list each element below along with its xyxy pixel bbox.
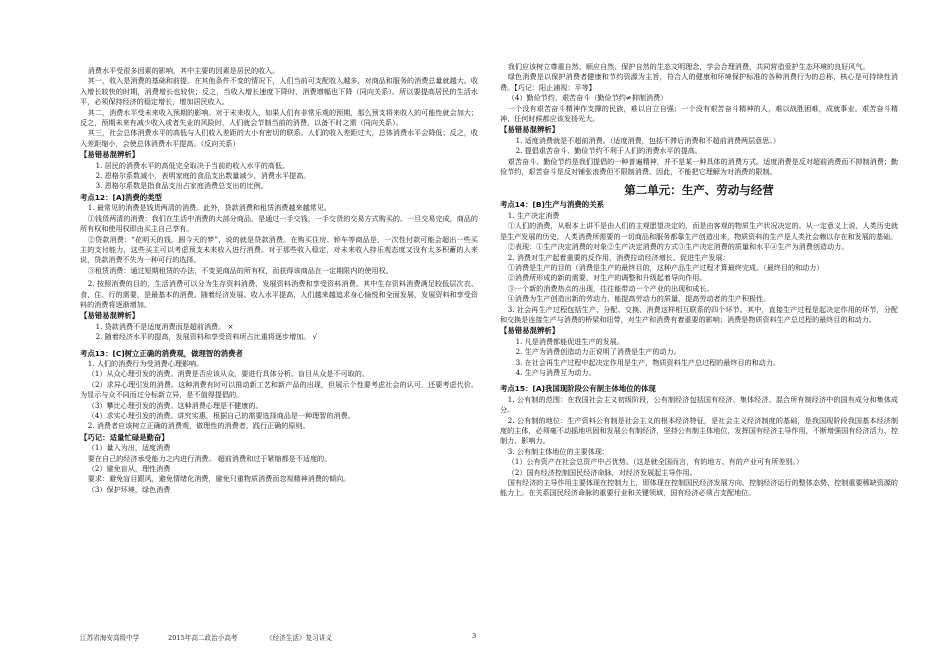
section-heading: 考点15：[A]我国现阶段公有制主体地位的体现 xyxy=(500,384,656,394)
left-column xyxy=(80,66,478,495)
list-item: 4. 生产与消费互为动力。 xyxy=(515,367,596,377)
paragraph: 一个没有艰苦奋斗精神作支撑的民族，难以自立自强；一个没有艰苦奋斗精神的人，难以战胜困难，成就事业。艰苦奋斗精神，任何时候都应该发扬光大。 xyxy=(500,103,898,124)
paragraph: （1）公有资产在社会总资产中占优势。（这是就全国而言，有的地方、有的产业可有所差别。） xyxy=(507,457,804,467)
paragraph: ④消费为生产创造出新的劳动力，能提高劳动力的质量，提高劳动者的生产积极性。 xyxy=(507,294,771,304)
paragraph: ②贷款消费：“花明天的钱，圆今天的梦”，说的就是贷款消费。在购买住房、轿车等商品是，一次性付款可能会超出一些买主的支付能力，这些买主可以考虑预支未来收入进行消费。对于那些收入稳定，对未来收入持乐观态度又没有太多积蓄的人来说，贷款消费不失为一种可行的选择。 xyxy=(80,234,478,265)
paragraph: ①人们的消费，从根本上讲不是由人们的主观愿望决定的，而是由客观的物质生产状况决定的。从一定意义上说，人类历史就是生产发展的历史，人类消费所需要的一切商品和服务都靠生产创造出来，物质资料的生产是人类社会赖以存在和发展的基础。 xyxy=(500,221,898,241)
list-item: 3. 在社会再生产过程中起决定作用是生产，物质资料生产总过程的最终目的和动力。 xyxy=(515,357,781,367)
paragraph: ②消费所形成的新的需要，对生产的调整和升级起着导向作用。 xyxy=(507,273,707,283)
list-item: 1. 凡是消费都能促进生产的发展。 xyxy=(515,336,624,346)
list-item: 3. 恩格尔系数是指食品支出占家庭消费总支出的比例。 xyxy=(95,181,268,191)
paragraph: （3）攀比心理引发的消费。这种消费心理是不健康的。 xyxy=(87,400,263,410)
paragraph: （2）国有经济控制国民经济命脉，对经济发展起主导作用。 xyxy=(507,467,697,477)
list-item: 1. 适度消费就是不超前消费。（适度消费，包括不滞后消费和不超前消费两层意思。） xyxy=(515,135,780,145)
footer-school: 江苏省海安高级中学 xyxy=(80,634,140,642)
paragraph: 其三，社会总体消费水平的高低与人们收入差距的大小有密切的联系。人们的收入差距过大，总体消费水平会降低；反之，收入差距缩小，会使总体消费水平提高。（反向关系） xyxy=(80,128,478,148)
section-heading: 考点13：[C]树立正确的消费观，做理智的消费者 xyxy=(80,348,243,358)
paragraph: 要求：避免盲目跟风，避免情绪化消费，避免只重物质消费而忽视精神消费的倾向。 xyxy=(87,474,351,484)
footer-exam: 2015年高二政治小高考 xyxy=(168,634,238,642)
paragraph: 艰苦奋斗、勤俭节约是我们提倡的一种普遍精神，并不是某一种具体的消费方式。适度消费是反对超前消费而不抑制消费；勤俭节约，艰苦奋斗是反对铺张浪费但不限制消费。因此，不能把它理解为对消费的限制。 xyxy=(500,156,898,177)
paragraph: 1. 人们的消费行为受消费心理影响。 xyxy=(87,358,204,368)
footer-title: 《经济生活》复习讲义 xyxy=(266,634,332,642)
list-item: 2. 生产为消费创造动力正说明了消费是生产的动力。 xyxy=(515,347,681,357)
paragraph: ①钱货两清的消费：我们在生活中消费的大部分商品，是通过一手交钱，一手交货的交易方式购买的。一旦交易完成，商品的所有权和使用权即由买主自己享有。 xyxy=(80,213,478,234)
paragraph: （1）量入为出，适度消费 xyxy=(87,443,171,453)
paragraph: （1）从众心理引发的消费。消费是否应该从众，要进行具体分析。盲目从众是不可取的。 xyxy=(87,369,369,379)
list-item: 2. 提倡艰苦奋斗、勤俭节约不利于人们的消费水平的提高。 xyxy=(515,146,702,156)
unit-title: 第二单元：生产、劳动与经营 xyxy=(624,183,774,198)
list-item: 1. 居民的消费水平的高低完全取决于当前的收入水平的高低。 xyxy=(95,160,290,170)
paragraph: （4）勤俭节约，艰苦奋斗（勤俭节约≠抑制消费） xyxy=(507,93,668,103)
section-heading: 考点14：[B]生产与消费的关系 xyxy=(500,200,604,210)
page-number: 3 xyxy=(472,632,477,640)
paragraph: （3）保护环境，绿色消费 xyxy=(87,484,171,494)
section-heading: 【易错易混辨析】 xyxy=(500,326,560,336)
paragraph: 2. 消费对生产起着重要的反作用，消费拉动经济增长、促进生产发展： xyxy=(507,252,730,262)
paragraph: 我们应该树立尊重自然、顺应自然、保护自然的生态文明理念，学会合理消费，共同营造爱护生态环境的良好风气。 xyxy=(507,62,870,71)
paragraph: （2）避免盲从，理性消费 xyxy=(87,464,171,474)
paragraph: 3. 社会再生产过程包括生产、分配、交换、消费这样相互联系的四个环节。其中，直接生产过程是起决定作用的环节，分配和交换是连接生产与消费的桥梁和纽带，对生产和消费有着重要的影响；消费是物质资料生产总过程的最终目的和动力。 xyxy=(500,304,898,324)
paragraph: ①消费是生产的目的（消费是生产的最终目的，这种产品生产过程才算最终完成。（最终目的和动力） xyxy=(507,262,824,272)
section-heading: 【易错易混辨析】 xyxy=(500,125,560,135)
paragraph: 1. 最常见的消费是钱货两清的消费。此外，贷款消费和租赁消费越来越常见。 xyxy=(87,203,331,213)
paragraph: 绿色消费是以保护消费者健康和节约资源为主旨，符合人的健康和环境保护标准的各种消费行为的总称，核心是可持续性消费。【巧记：阳止浦视：平等】 xyxy=(500,72,898,92)
paragraph: ③一个新的消费热点的出现，往往能带动一个产业的出现和成长。 xyxy=(507,283,714,293)
paragraph: （2）求异心理引发的消费。这种消费有时可以推动新工艺和新产品的出现，但展示个性要考虑社会的认可，还要考虑代价。为显示与众不同而过分标新立异，是不值得提倡的。 xyxy=(80,379,478,400)
paragraph: （4）求实心理引发的消费。讲究实惠，根据自己的需要选择商品是一种理智的消费。 xyxy=(87,411,355,420)
section-heading: 【巧记：适量忙碌是勤奋】 xyxy=(80,432,169,442)
section-heading: 【易错易混辨析】 xyxy=(80,311,140,321)
paragraph: 2. 公有制的地位：生产资料公有制是社会主义的根本经济特征，是社会主义经济制度的基础，是我国现阶段我国基本经济制度的主体，必须毫不动摇地巩固和发展公有制经济，坚持公有制主体地位，发挥国有经济主导作用，不断增强国有经济活力、控制力、影响力。 xyxy=(500,415,898,446)
right-column xyxy=(500,62,898,499)
paragraph: 2. 按照消费的目的，生活消费可以分为生存资料消费、发展资料消费和享受资料消费。其中生存资料消费满足较低层次衣、食、住、行的需要，是最基本的消费。随着经济发展、收入水平提高，人们越来越追求身心愉悦和全面发展，发展资料和享受资料的消费将逐渐增加。 xyxy=(80,279,478,309)
list-item: 2. 恩格尔系数减小，表明家庭的食品支出数量减少，消费水平提高。 xyxy=(95,171,311,181)
paragraph: 国有经济的主导作用主要体现在控制力上，即体现在控制国民经济发展方向、控制经济运行的整体态势、控制重要稀缺资源的能力上。在关系国民经济命脉的重要行业和关键领域，国有经济必须占支配地位。 xyxy=(500,478,898,498)
paragraph: 消费水平受很多因素的影响，其中主要的因素是居民的收入。 xyxy=(87,66,280,75)
paragraph: 其一，收入是消费的基础和前提。在其他条件不变的情况下，人们当前可支配收入越多，对商品和服务的消费总量就越大。收入增长较快的时期，消费增长也较快；反之，当收入增长速度下降时，消费增幅也下降（同向关系）。所以要提高居民的生活水平，必须保持经济的稳定增长，增加居民收入。 xyxy=(80,76,478,107)
section-heading: 考点12：[A]消费的类型 xyxy=(80,192,162,202)
list-item: 2. 随着经济水平的提高，发展资料和享受资料所占比重将逐步增加。 √ xyxy=(95,332,318,342)
paragraph: 1. 公有制的范围：在我国社会主义初级阶段，公有制经济包括国有经济、集体经济、混合所有制经济中的国有成分和集体成分。 xyxy=(500,394,898,415)
paragraph: 其二，消费水平受未来收入预期的影响。对于未来收入，如果人们有非常乐观的预期，那么预支将来收入的可能性就会加大；反之，预期未来有减少收入或者失业的风险时，人们就会节制当前的消费，以备不时之需（同向关系）。 xyxy=(80,107,478,128)
section-heading: 【易错易混辨析】 xyxy=(80,150,140,160)
paragraph: 3. 公有制主体地位的主要体现： xyxy=(507,446,610,456)
paragraph: ②表现：①生产决定消费的对象②生产决定消费的方式③生产决定消费的质量和水平④生产为消费创造动力。 xyxy=(507,242,849,252)
paragraph: ③租赁消费：通过短期租赁的办法，不变更商品的所有权，而获得该商品在一定期限内的使用权。 xyxy=(87,265,393,275)
list-item: 1. 贷款消费不是适度消费而是超前消费。 × xyxy=(95,321,234,331)
paragraph: 2. 消费者应该树立正确的消费观，做理性的消费者，践行正确的原则。 xyxy=(87,421,310,431)
paragraph: 要在自己的经济承受能力之内进行消费。 超前消费和过于紧缩都是不适度的。 xyxy=(87,453,332,463)
paragraph: 1. 生产决定消费 xyxy=(507,210,560,220)
